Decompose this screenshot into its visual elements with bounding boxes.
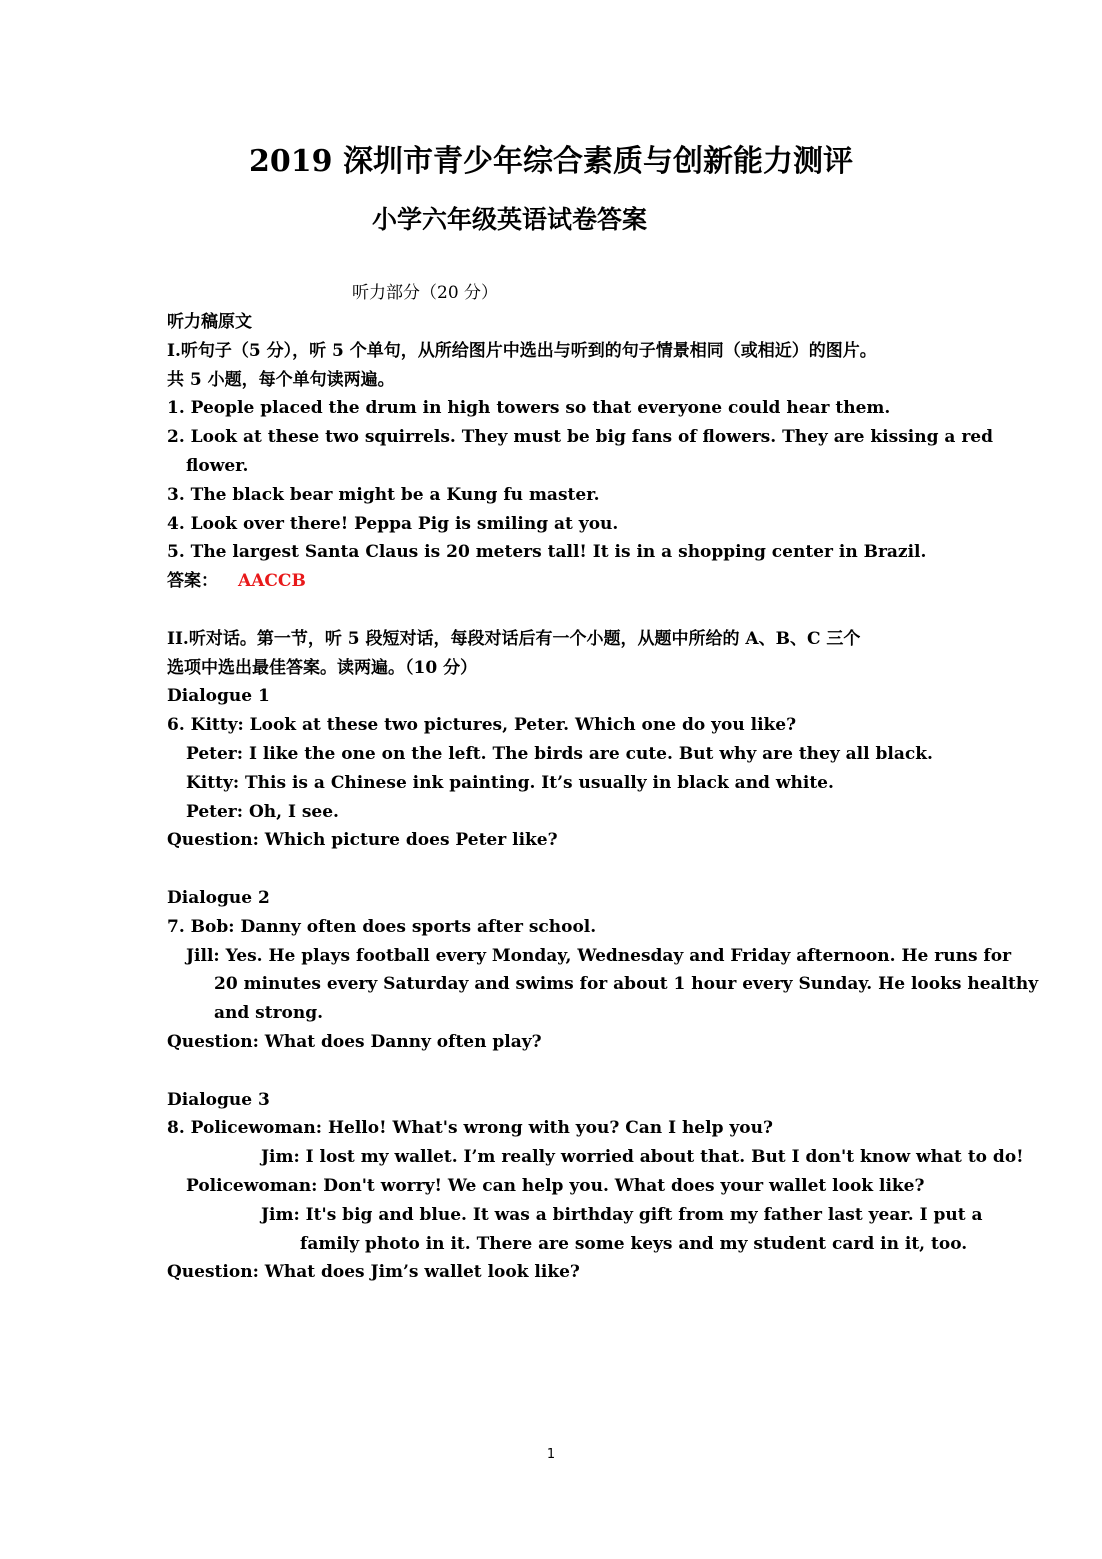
page-number: 1	[546, 1447, 556, 1462]
dialogue-2-title: Dialogue 2	[167, 887, 270, 908]
dialogue-2-question: Question: What does Danny often play?	[167, 1031, 542, 1052]
section-title: 听力部分（20 分）	[352, 283, 499, 303]
page-subtitle: 小学六年级英语试卷答案	[372, 205, 648, 234]
part2-instruction: II.听对话。第一节，听 5 段短对话，每段对话后有一个小题，从题中所给的 A、B、C 三个	[167, 628, 861, 649]
transcript-heading: 听力稿原文	[167, 312, 252, 332]
dialogue-3-line-5: family photo in it. There are some keys and my student card in it, too.	[300, 1233, 968, 1254]
dialogue-3-question: Question: What does Jim’s wallet look like?	[167, 1262, 580, 1283]
document-body	[167, 308, 1039, 1287]
dialogue-2-line-1: 7. Bob: Danny often does sports after school.	[167, 916, 597, 937]
dialogue-1-line-3: Kitty: This is a Chinese ink painting. It’s usually in black and white.	[186, 772, 834, 793]
dialogue-1-question: Question: Which picture does Peter like?	[167, 830, 558, 851]
sentence-item-1: 1. People placed the drum in high towers so that everyone could hear them.	[167, 398, 891, 419]
dialogue-2-line-2: Jill: Yes. He plays football every Monday, Wednesday and Friday afternoon. He runs for	[186, 945, 1012, 966]
sentence-item-2: 2. Look at these two squirrels. They must be big fans of flowers. They are kissing a red	[167, 427, 993, 448]
dialogue-3-line-2: Jim: I lost my wallet. I’m really worried about that. But I don't know what to do!	[261, 1147, 1024, 1168]
spacer	[167, 855, 967, 884]
answer-label: 答案：	[167, 571, 218, 592]
dialogue-3-line-3: Policewoman: Don't worry! We can help you. What does your wallet look like?	[186, 1175, 925, 1196]
sentence-item-2-cont: flower.	[186, 455, 249, 476]
dialogue-1-title: Dialogue 1	[167, 686, 270, 707]
spacer	[167, 1057, 967, 1086]
answer-value: AACCB	[238, 571, 306, 592]
sentence-item-3: 3. The black bear might be a Kung fu master.	[167, 484, 600, 505]
page-title: 2019 深圳市青少年综合素质与创新能力测评	[249, 144, 853, 179]
dialogue-2-line-4: and strong.	[214, 1003, 324, 1024]
dialogue-2-line-3: 20 minutes every Saturday and swims for about 1 hour every Sunday. He looks healthy	[214, 974, 1039, 995]
sentence-item-5: 5. The largest Santa Claus is 20 meters tall! It is in a shopping center in Brazil.	[167, 542, 927, 563]
sentence-item-4: 4. Look over there! Peppa Pig is smiling at you.	[167, 513, 619, 534]
part1-instruction: I.听句子（5 分），听 5 个单句，从所给图片中选出与听到的句子情景相同（或相近）的图片。	[167, 340, 877, 361]
dialogue-1-line-2: Peter: I like the one on the left. The birds are cute. But why are they all black.	[186, 743, 933, 764]
dialogue-1-line-4: Peter: Oh, I see.	[186, 801, 339, 822]
spacer	[167, 596, 967, 625]
dialogue-3-line-1: 8. Policewoman: Hello! What's wrong with you? Can I help you?	[167, 1118, 773, 1139]
answer-row	[167, 567, 967, 596]
part2-instruction-cont: 选项中选出最佳答案。读两遍。（10 分）	[167, 657, 478, 678]
dialogue-3-title: Dialogue 3	[167, 1089, 270, 1110]
part1-instruction-cont: 共 5 小题，每个单句读两遍。	[167, 369, 395, 390]
dialogue-1-line-1: 6. Kitty: Look at these two pictures, Peter. Which one do you like?	[167, 715, 797, 736]
dialogue-3-line-4: Jim: It's big and blue. It was a birthday gift from my father last year. I put a	[261, 1204, 983, 1225]
